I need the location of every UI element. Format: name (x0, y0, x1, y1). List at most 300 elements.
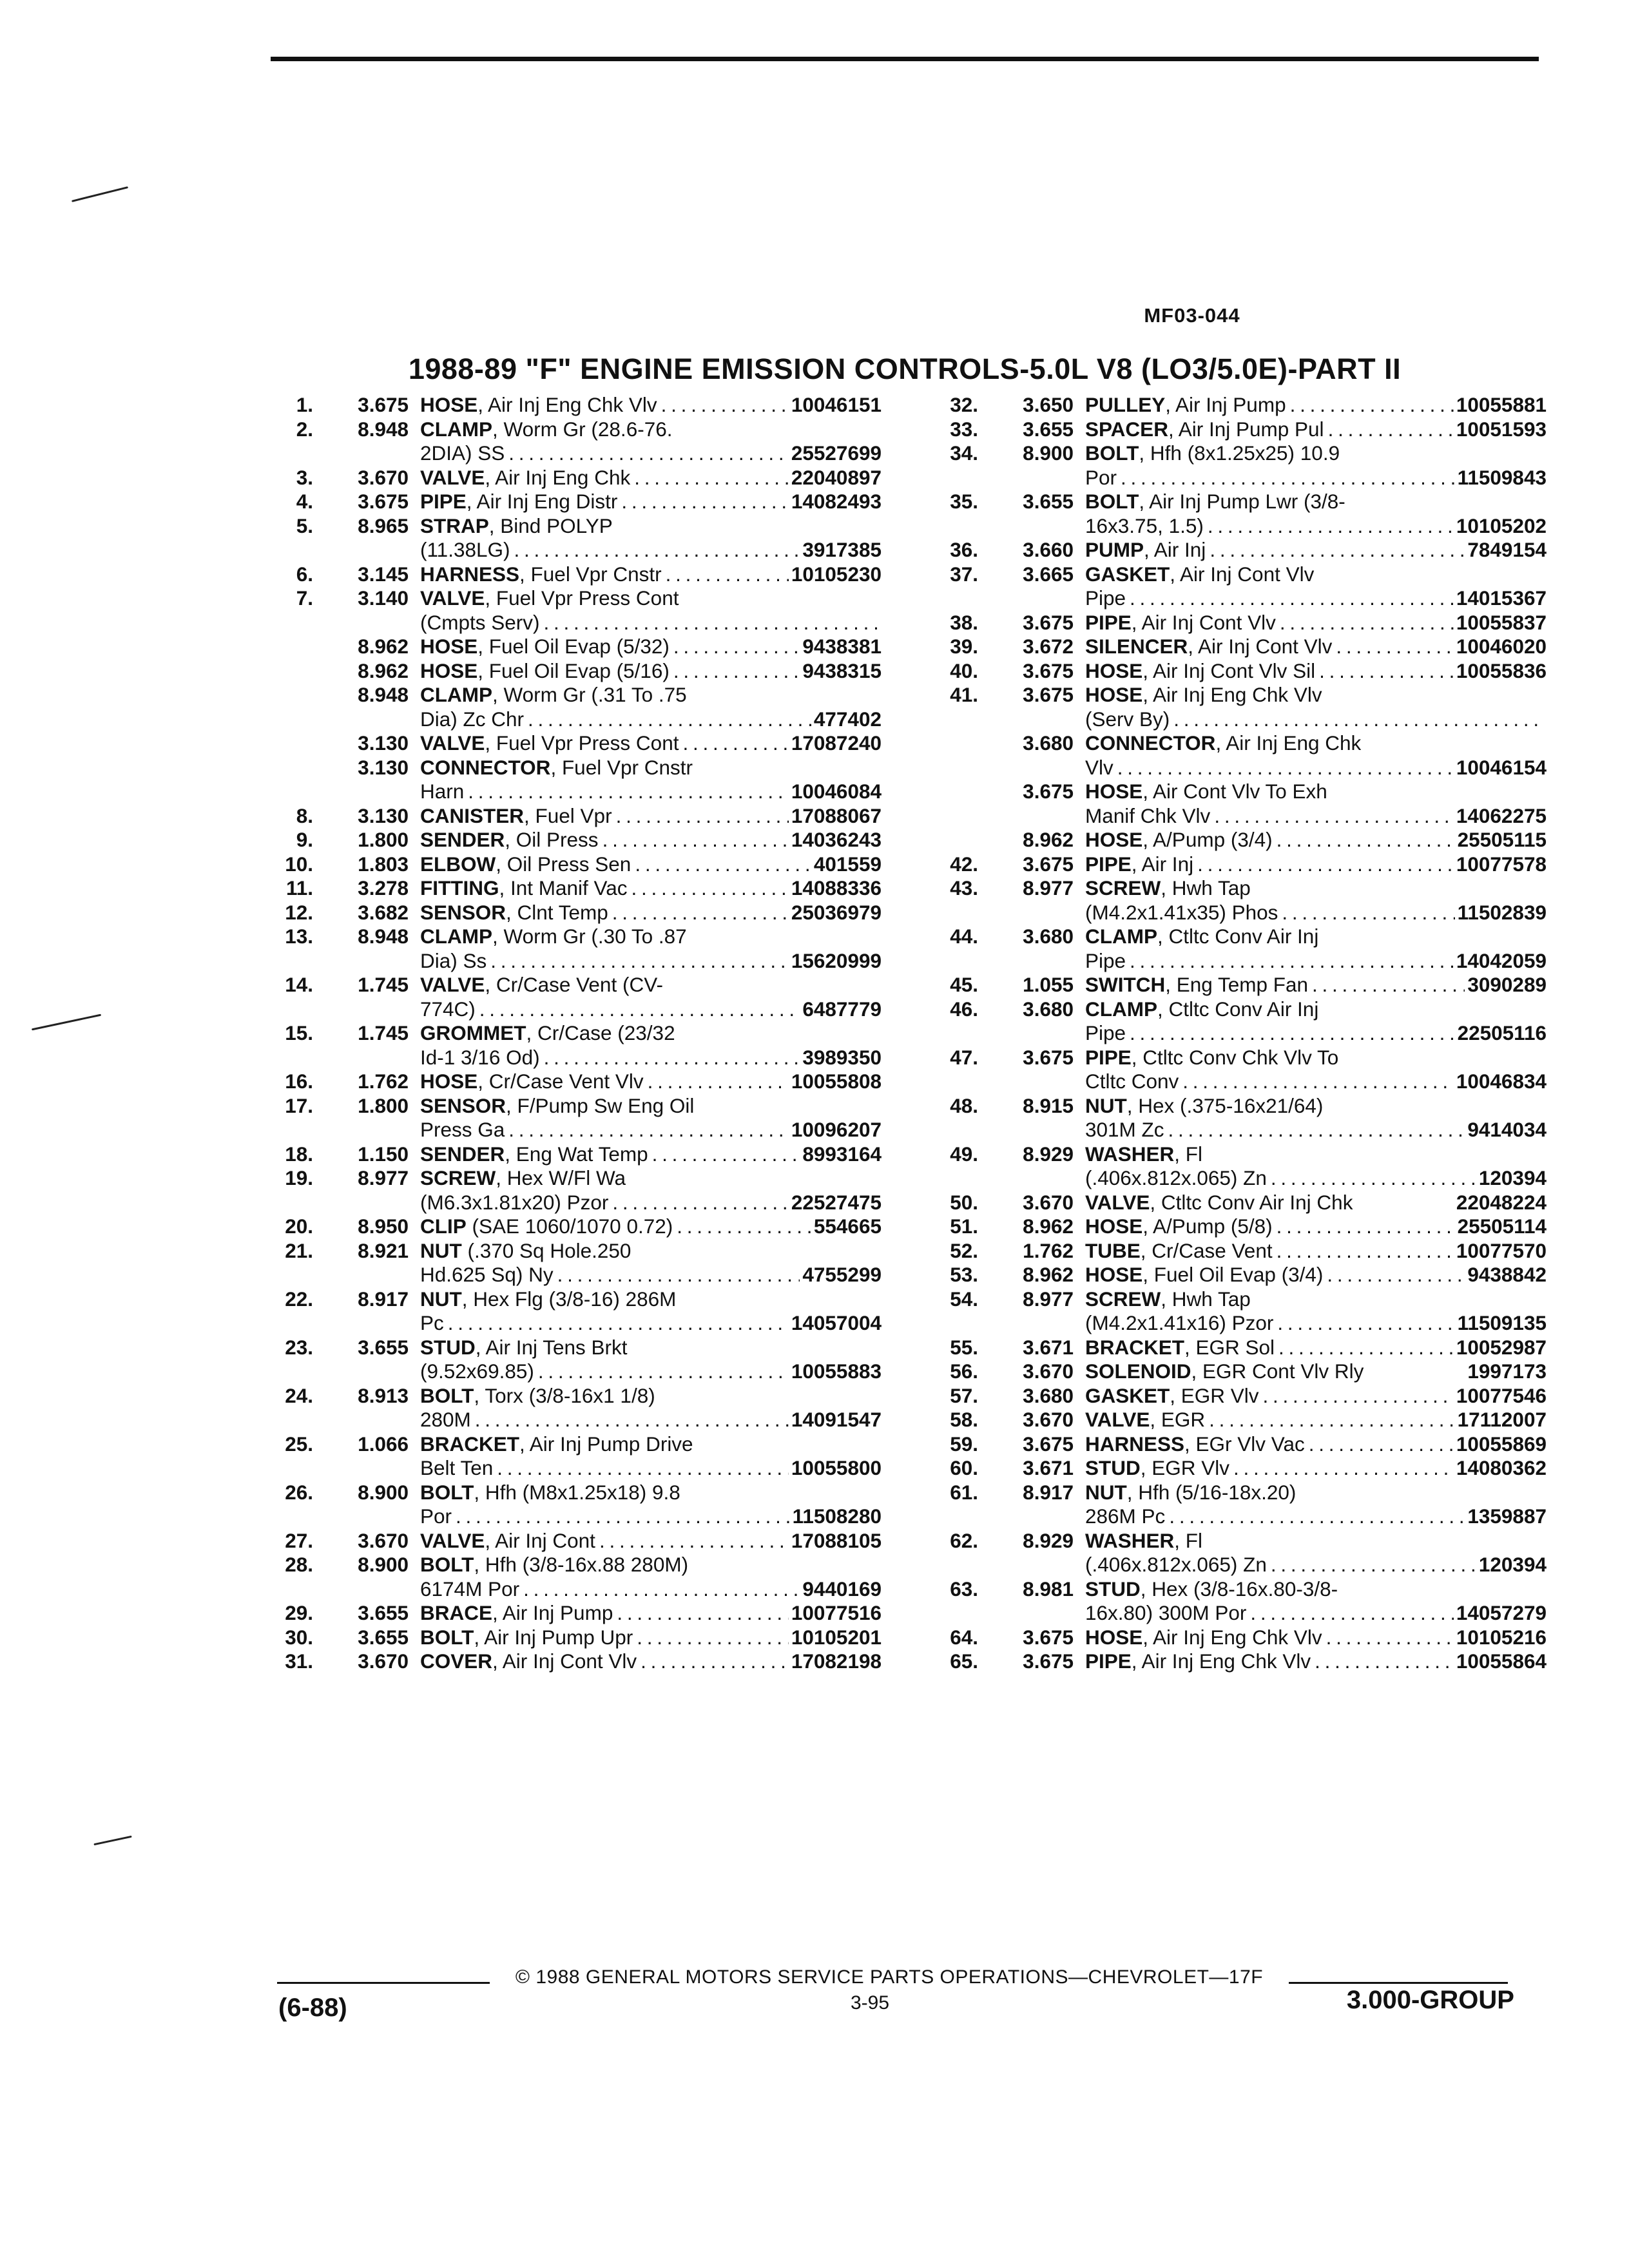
part-detail: , Hfh (M8x1.25x18) 9.8 (474, 1480, 680, 1504)
part-detail: , Air Inj Eng Chk (1215, 731, 1362, 754)
part-name: HOSE (420, 635, 478, 658)
part-row (263, 925, 882, 973)
description-line (1085, 683, 1547, 707)
part-detail: (11.38LG) (420, 538, 510, 561)
group-code: 8.948 (358, 417, 409, 441)
item-number: 9. (296, 828, 313, 851)
part-number: 3917385 (802, 538, 882, 561)
part-description (420, 1601, 882, 1626)
group-code: 1.803 (358, 852, 409, 876)
group-code: 3.655 (1023, 490, 1074, 513)
part-name: WASHER (1085, 1528, 1175, 1552)
description-line (420, 538, 882, 562)
description-line (420, 1481, 882, 1505)
description-line (420, 1287, 882, 1312)
leader-dots (464, 780, 789, 804)
description-line (420, 828, 882, 852)
part-detail: , Air Inj Eng Chk Vlv (1131, 1649, 1311, 1673)
item-number: 16. (285, 1070, 313, 1093)
part-detail: (.406x.812x.065) Zn (1085, 1166, 1267, 1189)
description-line (420, 466, 882, 490)
part-description (420, 1384, 882, 1432)
group-code: 1.055 (1023, 973, 1074, 996)
part-detail: 286M Pc (1085, 1504, 1166, 1528)
description-text (1085, 997, 1318, 1022)
description-line (1085, 393, 1547, 418)
part-row (263, 1553, 882, 1601)
part-name: HOSE (1085, 1625, 1143, 1649)
part-number: 10077546 (1456, 1383, 1547, 1407)
group-code: 3.675 (1023, 1649, 1074, 1673)
part-detail: , Fuel Vpr Press Cont (485, 731, 679, 754)
part-description (1085, 1142, 1547, 1191)
part-description (1085, 1046, 1547, 1094)
part-detail: , Air Inj Eng Distr (466, 490, 618, 513)
part-detail: , Air Inj Cont (485, 1528, 595, 1552)
group-code: 3.675 (1023, 1045, 1074, 1069)
part-description (1085, 538, 1547, 562)
part-row (263, 731, 882, 756)
description-line (420, 949, 882, 974)
part-name: HOSE (1085, 1263, 1143, 1286)
part-number: 14088336 (791, 876, 882, 899)
description-line (420, 1553, 882, 1577)
item-number: 39. (950, 635, 978, 658)
description-text (420, 1191, 608, 1215)
description-text (420, 1215, 673, 1239)
part-description (420, 1021, 882, 1070)
part-detail: , Air Inj Pump Drive (519, 1432, 693, 1456)
part-number: 1359887 (1467, 1504, 1547, 1528)
description-text (1085, 1432, 1305, 1457)
part-description (420, 1287, 882, 1336)
part-row (263, 973, 882, 1021)
part-row (928, 1191, 1547, 1215)
leader-dots (1164, 1118, 1465, 1142)
description-text (1085, 804, 1210, 829)
description-text (420, 1649, 637, 1674)
part-name: HOSE (420, 658, 478, 682)
item-number: 7. (296, 586, 313, 610)
part-name: HOSE (1085, 828, 1143, 851)
item-number: 25. (285, 1432, 313, 1456)
part-detail: Pipe (1085, 586, 1126, 610)
item-number: 65. (950, 1649, 978, 1673)
group-code: 8.950 (358, 1215, 409, 1238)
part-detail: , Oil Press (505, 828, 599, 851)
part-number: 6487779 (802, 997, 882, 1021)
leader-dots (510, 538, 800, 562)
description-line (420, 635, 882, 659)
part-detail: , EGR (1150, 1408, 1206, 1431)
part-description (420, 683, 882, 731)
description-text (1085, 731, 1361, 756)
description-line (420, 1070, 882, 1094)
description-line (420, 1336, 882, 1360)
part-name: PIPE (1085, 852, 1132, 876)
part-number: 9438315 (802, 658, 882, 682)
description-text (420, 949, 487, 974)
part-row (928, 925, 1547, 973)
group-code: 3.671 (1023, 1456, 1074, 1479)
description-line (420, 1504, 882, 1529)
part-row (928, 683, 1547, 731)
part-detail: , Air Inj Eng Chk Vlv (477, 393, 657, 416)
parts-list-right-column (928, 393, 1547, 1674)
part-row (928, 393, 1547, 418)
part-name: HOSE (1085, 1215, 1143, 1238)
description-text (1085, 1456, 1229, 1481)
part-number: 11509135 (1457, 1311, 1547, 1334)
item-number: 58. (950, 1408, 978, 1431)
part-detail: , Ctltc Conv Air Inj Chk (1150, 1190, 1353, 1214)
part-row (928, 852, 1547, 877)
part-row (928, 731, 1547, 780)
part-number: 17087240 (791, 731, 882, 754)
description-line (1085, 997, 1547, 1022)
part-number: 10077570 (1456, 1238, 1547, 1262)
part-number (879, 611, 882, 635)
description-text (420, 441, 505, 466)
group-code: 3.650 (1023, 393, 1074, 416)
description-text (1085, 1626, 1322, 1650)
item-number: 45. (950, 973, 978, 996)
part-number: 22505116 (1457, 1021, 1547, 1044)
part-description (420, 659, 882, 684)
part-detail: , Air Inj (1131, 852, 1194, 876)
leader-dots (1117, 466, 1455, 490)
part-detail: 16x.80) 300M Por (1085, 1601, 1247, 1624)
part-row (263, 1287, 882, 1336)
description-text (420, 538, 510, 562)
part-name: BOLT (1085, 441, 1139, 465)
part-row (928, 1360, 1547, 1384)
group-code: 3.672 (1023, 635, 1074, 658)
group-code: 3.665 (1023, 562, 1074, 586)
group-code: 8.977 (1023, 876, 1074, 899)
part-description (420, 514, 882, 562)
part-name: HOSE (1085, 780, 1143, 803)
description-text (1085, 1529, 1202, 1553)
description-line (1085, 876, 1547, 901)
part-detail: , F/Pump Sw Eng Oil (506, 1093, 695, 1117)
part-number: 10046084 (791, 780, 882, 803)
part-name: CLAMP (420, 925, 492, 948)
description-text (420, 586, 679, 611)
part-row (263, 828, 882, 852)
part-description (1085, 562, 1547, 611)
part-detail: , Air Inj Eng Chk (485, 465, 631, 489)
item-number: 4. (296, 490, 313, 513)
part-row (928, 1577, 1547, 1626)
part-number: 10055837 (1456, 610, 1547, 634)
item-number: 41. (950, 683, 978, 706)
description-text (1085, 1649, 1311, 1674)
part-description (1085, 418, 1547, 442)
part-detail: Ctltc Conv (1085, 1070, 1179, 1093)
part-name: SENSOR (420, 1093, 506, 1117)
description-text (1085, 780, 1327, 804)
group-code: 3.670 (358, 1528, 409, 1552)
group-code: 1.762 (1023, 1238, 1074, 1262)
part-name: CLAMP (420, 683, 492, 706)
part-description (1085, 490, 1547, 538)
description-line (1085, 1070, 1547, 1094)
part-number: 15620999 (791, 948, 882, 972)
description-text (1085, 1577, 1338, 1602)
part-number: 9414034 (1467, 1118, 1547, 1141)
part-name: VALVE (1085, 1190, 1150, 1214)
footer-rule-left (277, 1982, 490, 1984)
part-number: 14036243 (791, 828, 882, 851)
leader-dots (599, 828, 789, 852)
part-row (263, 852, 882, 877)
part-name: NUT (420, 1287, 462, 1311)
description-text (1085, 828, 1273, 852)
part-description (1085, 1287, 1547, 1336)
part-name: BRACKET (420, 1432, 519, 1456)
part-row (928, 876, 1547, 925)
part-number: 22048224 (1456, 1190, 1547, 1214)
part-number: 11509843 (1457, 465, 1547, 489)
part-row (928, 1626, 1547, 1650)
part-description (420, 1094, 882, 1142)
description-line (1085, 1142, 1547, 1167)
part-row (928, 1046, 1547, 1094)
group-code: 3.655 (358, 1335, 409, 1359)
part-number: 14057004 (791, 1311, 882, 1334)
group-code: 8.962 (358, 658, 409, 682)
part-number: 401559 (813, 852, 882, 876)
part-name: STUD (1085, 1456, 1141, 1479)
part-name: NUT (420, 1238, 462, 1262)
description-text (420, 707, 524, 732)
part-name: PIPE (420, 490, 467, 513)
item-number: 56. (950, 1360, 978, 1383)
part-description (1085, 635, 1547, 659)
leader-dots (519, 1577, 800, 1602)
item-number: 3. (296, 465, 313, 489)
description-line (420, 707, 882, 732)
part-description (420, 876, 882, 901)
group-code: 3.675 (1023, 610, 1074, 634)
part-description (420, 1626, 882, 1650)
item-number: 23. (285, 1335, 313, 1359)
description-text (1085, 562, 1314, 587)
part-detail: , EGR Vlv (1170, 1383, 1259, 1407)
part-description (420, 562, 882, 587)
part-row (928, 1432, 1547, 1457)
group-code: 3.140 (358, 586, 409, 610)
part-name: SWITCH (1085, 973, 1166, 996)
part-description (1085, 611, 1547, 635)
part-description (420, 1649, 882, 1674)
group-code: 3.682 (358, 900, 409, 924)
description-text (1085, 1287, 1251, 1312)
description-line (1085, 756, 1547, 780)
part-number: 120394 (1478, 1166, 1547, 1189)
leader-dots (1278, 901, 1454, 925)
part-detail: , Air Inj Pump Pul (1168, 417, 1324, 441)
part-detail: , A/Pump (5/8) (1142, 1215, 1273, 1238)
part-number: 10046020 (1456, 635, 1547, 658)
part-name: SCREW (1085, 1287, 1161, 1311)
description-line (420, 1311, 882, 1336)
leader-dots (1113, 756, 1454, 780)
leader-dots (1206, 538, 1465, 562)
group-code: 3.130 (358, 731, 409, 754)
description-text (420, 1239, 631, 1264)
description-line (420, 490, 882, 514)
part-description (1085, 1094, 1547, 1142)
item-number: 2. (296, 417, 313, 441)
group-code: 8.913 (358, 1383, 409, 1407)
description-line (420, 1118, 882, 1142)
leader-dots (1193, 852, 1454, 877)
scan-mark (72, 186, 128, 202)
part-number: 17088105 (791, 1528, 882, 1552)
part-number: 7849154 (1467, 538, 1547, 561)
part-number: 10046834 (1456, 1070, 1547, 1093)
part-description (1085, 441, 1547, 490)
group-code: 8.900 (358, 1480, 409, 1504)
item-number: 64. (950, 1625, 978, 1649)
page-title: 1988-89 "F" ENGINE EMISSION CONTROLS-5.0L V8 (LO3/5.0E)-PART II (408, 352, 1402, 385)
part-name: STRAP (420, 514, 489, 537)
leader-dots (1179, 1070, 1454, 1094)
part-description (420, 466, 882, 490)
description-line (1085, 1601, 1547, 1626)
group-code: 3.670 (1023, 1190, 1074, 1214)
part-description (1085, 1432, 1547, 1457)
part-row (928, 1456, 1547, 1481)
part-name: COVER (420, 1649, 493, 1673)
part-detail: , Air Inj Tens Brkt (475, 1335, 628, 1359)
group-code: 1.800 (358, 1093, 409, 1117)
part-row (263, 901, 882, 925)
leader-dots (1273, 1215, 1455, 1239)
group-code: 8.929 (1023, 1142, 1074, 1166)
part-detail: , Clnt Temp (506, 900, 608, 924)
group-code: 1.745 (358, 973, 409, 996)
part-row (928, 562, 1547, 611)
description-line (1085, 1021, 1547, 1046)
part-description (420, 756, 882, 804)
part-name: CANISTER (420, 803, 525, 827)
description-text (1085, 756, 1113, 780)
part-row (263, 1384, 882, 1432)
part-detail: , Air Cont Vlv To Exh (1142, 780, 1327, 803)
description-line (420, 1166, 882, 1191)
part-number: 10046154 (1456, 755, 1547, 779)
description-line (1085, 611, 1547, 635)
description-line (1085, 586, 1547, 611)
description-text (1085, 1191, 1353, 1215)
description-text (1085, 441, 1340, 466)
description-line (1085, 514, 1547, 539)
item-number: 26. (285, 1480, 313, 1504)
part-detail: , Cr/Case Vent Vlv (477, 1070, 644, 1093)
part-description (1085, 1336, 1547, 1360)
item-number: 33. (950, 417, 978, 441)
group-code: 3.680 (1023, 997, 1074, 1021)
part-description (420, 852, 882, 877)
part-name: HARNESS (1085, 1432, 1185, 1456)
part-row (263, 1070, 882, 1094)
description-text (420, 1408, 471, 1432)
part-detail: , Worm Gr (.30 To .87 (492, 925, 687, 948)
part-name: BRACKET (1085, 1335, 1184, 1359)
description-text (420, 1553, 688, 1577)
part-name: TUBE (1085, 1238, 1141, 1262)
part-row (928, 538, 1547, 562)
part-name: CLAMP (420, 417, 492, 441)
description-line (1085, 441, 1547, 466)
leader-dots (1276, 611, 1454, 635)
item-number: 57. (950, 1383, 978, 1407)
item-number: 50. (950, 1190, 978, 1214)
part-description (1085, 731, 1547, 780)
part-detail: Id-1 3/16 Od) (420, 1045, 540, 1069)
part-row (263, 756, 882, 804)
description-line (420, 731, 882, 756)
revision-date: (6-88) (278, 1994, 347, 2022)
description-text (1085, 1504, 1165, 1529)
leader-dots (595, 1529, 789, 1553)
part-detail: , Air Inj Pump (492, 1601, 613, 1624)
group-code: 3.675 (1023, 1432, 1074, 1456)
part-name: ELBOW (420, 852, 496, 876)
part-detail: Hd.625 Sq) Ny (420, 1263, 554, 1286)
part-detail: , Fuel Vpr Cnstr (519, 562, 662, 586)
part-description (1085, 1239, 1547, 1264)
part-detail: , Air Inj Pump Lwr (3/8- (1139, 490, 1345, 513)
part-number: 17112007 (1457, 1408, 1547, 1431)
part-description (1085, 393, 1547, 418)
part-detail: , Air Inj Cont Vlv (1188, 635, 1333, 658)
part-number: 14091547 (791, 1408, 882, 1431)
part-number: 10051593 (1456, 417, 1547, 441)
part-number: 17088067 (791, 803, 882, 827)
item-number: 44. (950, 925, 978, 948)
description-text (1085, 659, 1315, 684)
item-number: 54. (950, 1287, 978, 1311)
group-code: 3.680 (1023, 925, 1074, 948)
description-line (1085, 418, 1547, 442)
description-text (1085, 1094, 1323, 1119)
part-row (263, 1481, 882, 1529)
item-number: 24. (285, 1383, 313, 1407)
part-detail: , Air Inj Pump (1165, 393, 1286, 416)
item-number: 35. (950, 490, 978, 513)
description-text (1085, 1263, 1323, 1287)
description-text (1085, 393, 1286, 418)
description-line (420, 1046, 882, 1070)
part-description (1085, 1649, 1547, 1674)
description-line (420, 876, 882, 901)
leader-dots (679, 731, 788, 756)
item-number: 12. (285, 900, 313, 924)
part-number: 477402 (813, 707, 882, 731)
part-number: 4755299 (802, 1263, 882, 1286)
description-line (420, 1601, 882, 1626)
part-detail: , Torx (3/8-16x1 1/8) (474, 1383, 655, 1407)
description-text (420, 1504, 452, 1529)
description-line (420, 1263, 882, 1287)
group-code: 1.745 (358, 1021, 409, 1044)
group-code: 3.670 (358, 1649, 409, 1673)
description-line (420, 1626, 882, 1650)
